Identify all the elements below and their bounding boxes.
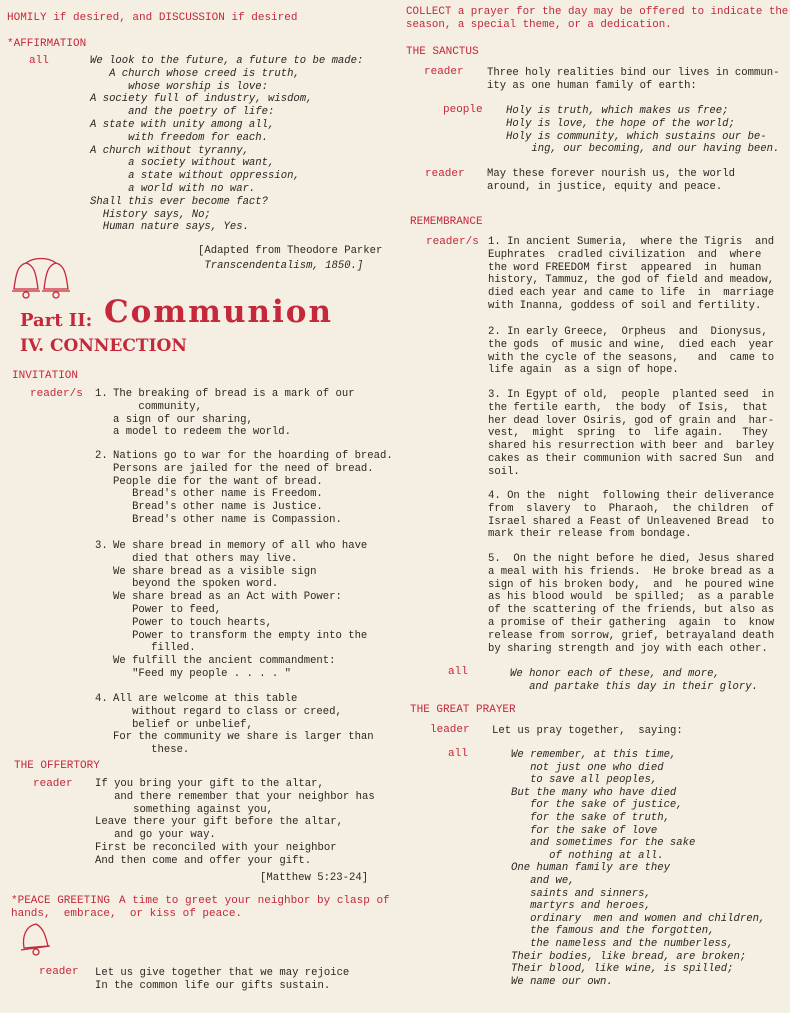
text-line: Holy is community, which sustains our be- xyxy=(506,130,767,143)
great-prayer-all-role: all xyxy=(448,748,468,760)
text-line: The breaking of bread is a mark of our xyxy=(113,388,355,400)
remembrance-paragraph xyxy=(488,389,775,479)
text-line: of nothing at all. xyxy=(511,849,664,862)
text-line: ity as one human family of earth: xyxy=(487,79,697,92)
text-line: Bread's other name is Freedom. xyxy=(113,488,323,501)
text-line: release from sorrow, grief, betrayaland death xyxy=(488,629,775,642)
text-line: a state without oppression, xyxy=(90,170,300,183)
text-line: One human family are they xyxy=(511,862,670,875)
text-line: Nations go to war for the hoarding of bread. xyxy=(113,450,393,462)
text-line: Shall this ever become fact? xyxy=(90,195,269,208)
text-line: We share bread as a visible sign xyxy=(113,565,317,578)
peace-text-first: A time to greet your neighbor by clasp of xyxy=(119,895,390,907)
sanctus-people-text xyxy=(506,105,779,156)
text-line: If you bring your gift to the altar, xyxy=(95,778,324,790)
text-line: with Inanna, goddess of soil and fertility. xyxy=(488,299,762,312)
text-line: Persons are jailed for the need of bread. xyxy=(113,462,374,475)
text-line: and sometimes for the sake xyxy=(511,837,696,850)
part-title: Communion xyxy=(104,294,334,330)
text-line: a society without want, xyxy=(90,157,275,170)
great-prayer-leader-text: Let us pray together, saying: xyxy=(492,725,683,737)
text-line: All are welcome at this table xyxy=(113,693,298,705)
text-line: Their blood, like wine, is spilled; xyxy=(511,963,734,976)
remembrance-paragraph xyxy=(488,490,775,541)
invitation-item-text xyxy=(113,450,393,527)
remembrance-paragraph xyxy=(488,553,775,655)
text-line: and go your way. xyxy=(95,829,216,842)
invitation-item-text xyxy=(113,540,367,681)
text-line: of the scattering of the friends, but also as xyxy=(488,604,775,617)
text-line: the fertile earth, the body of Isis, that xyxy=(488,401,768,414)
text-line: for the sake of love xyxy=(511,824,658,837)
text-line: a sign of our sharing, xyxy=(113,413,253,426)
offertory-text xyxy=(95,778,375,868)
text-line: Bread's other name is Compassion. xyxy=(113,513,342,526)
text-line: the gods of music and wine, died each year xyxy=(488,338,775,351)
affirmation-role: all xyxy=(29,55,49,67)
bells-icon xyxy=(4,255,84,301)
text-line: Leave there your gift before the altar, xyxy=(95,816,343,829)
invitation-role: reader/s xyxy=(30,388,83,400)
text-line: 3. In Egypt of old, people planted seed in xyxy=(488,389,775,401)
peace-text xyxy=(95,967,349,993)
text-line: Bread's other name is Justice. xyxy=(113,501,323,514)
text-line: history, Tammuz, the god of field and meadow, xyxy=(488,274,775,287)
text-line: vest, might spring to life again. They xyxy=(488,427,768,440)
invitation-item-number: 4. xyxy=(95,693,108,705)
great-prayer-heading: THE GREAT PRAYER xyxy=(410,704,516,716)
text-line: People die for the want of bread. xyxy=(113,475,323,488)
text-line: a world with no war. xyxy=(90,182,256,195)
text-line: ordinary men and women and children, xyxy=(511,912,766,925)
text-line: a promise of their gathering again to know xyxy=(488,616,775,629)
text-line: sign of his broken body, and he poured wine xyxy=(488,578,775,591)
text-line: ing, our becoming, and our having been. xyxy=(506,143,780,156)
homily-heading: HOMILY if desired, and DISCUSSION if desired xyxy=(7,12,298,24)
invitation-item-number: 3. xyxy=(95,540,108,552)
text-line: died each year and came to life in marriage xyxy=(488,287,775,300)
text-line: her dead lover Osiris, god of grain and har- xyxy=(488,414,775,427)
invitation-heading: INVITATION xyxy=(12,370,79,382)
text-line: COLLECT a prayer for the day may be offered to indicate the xyxy=(406,6,789,18)
remembrance-paragraph xyxy=(488,236,775,313)
text-line: Their bodies, like bread, are broken; xyxy=(511,950,747,963)
great-prayer-all-text xyxy=(511,749,765,988)
text-line: But the many who have died xyxy=(511,786,677,799)
text-line: Power to feed, xyxy=(113,603,222,616)
text-line: to save all peoples, xyxy=(511,774,658,787)
text-line: by sharing strength and joy with each other. xyxy=(488,642,768,655)
text-line: a meal with his friends. He broke bread as a xyxy=(488,565,775,578)
text-line: community, xyxy=(113,400,203,413)
collect-text xyxy=(406,6,788,32)
sanctus-reader2-role: reader xyxy=(425,168,465,180)
text-line: In the common life our gifts sustain. xyxy=(95,979,331,992)
text-line: History says, No; xyxy=(90,208,211,221)
text-line: Human nature says, Yes. xyxy=(90,221,249,234)
text-line: mark their release from bondage. xyxy=(488,528,692,541)
text-line: for the sake of truth, xyxy=(511,811,670,824)
text-line: We look to the future, a future to be made: xyxy=(90,55,364,67)
peace-heading: *PEACE GREETING xyxy=(11,895,111,907)
great-prayer-leader-role: leader xyxy=(430,724,470,736)
text-line: For the community we share is larger than xyxy=(113,731,374,744)
text-line: Three holy realities bind our lives in commun- xyxy=(487,67,780,79)
text-line: A church whose creed is truth, xyxy=(90,67,300,80)
remembrance-heading: REMEMBRANCE xyxy=(410,216,483,228)
part-label: Part II: xyxy=(20,310,93,331)
sanctus-reader-role: reader xyxy=(424,66,464,78)
text-line: life again as a sign of hope. xyxy=(488,364,679,377)
text-line: 1. In ancient Sumeria, where the Tigris and xyxy=(488,236,775,248)
bell-icon xyxy=(14,920,56,960)
offertory-citation: [Matthew 5:23-24] xyxy=(260,872,369,884)
text-line: soil. xyxy=(488,465,520,478)
text-line: the word FREEDOM first appeared in human xyxy=(488,261,762,274)
affirmation-heading: *AFFIRMATION xyxy=(7,38,87,50)
text-line: A society full of industry, wisdom, xyxy=(90,93,313,106)
affirmation-text xyxy=(90,55,363,234)
text-line: with freedom for each. xyxy=(90,131,269,144)
text-line: these. xyxy=(113,744,190,757)
invitation-item-number: 1. xyxy=(95,388,108,400)
text-line: and the poetry of life: xyxy=(90,106,275,119)
citation-line: Transcendentalism, 1850.] xyxy=(198,260,364,272)
text-line: not just one who died xyxy=(511,761,664,774)
text-line: 4. On the night following their deliverance xyxy=(488,490,775,502)
offertory-heading: THE OFFERTORY xyxy=(14,760,100,772)
text-line: and partake this day in their glory. xyxy=(510,680,758,693)
remembrance-all-text xyxy=(510,668,758,694)
text-line: We share bread as an Act with Power: xyxy=(113,591,342,604)
text-line: around, in justice, equity and peace. xyxy=(487,180,723,193)
invitation-item-text xyxy=(113,693,374,757)
sanctus-reader2-text xyxy=(487,168,735,194)
text-line: A church without tyranny, xyxy=(90,144,249,157)
text-line: We name our own. xyxy=(511,975,613,988)
text-line: and we, xyxy=(511,874,575,887)
text-line: We fulfill the ancient commandment: xyxy=(113,655,336,668)
offertory-role: reader xyxy=(33,778,73,790)
invitation-item-number: 2. xyxy=(95,450,108,462)
text-line: belief or unbelief, xyxy=(113,718,253,731)
text-line: "Feed my people . . . . " xyxy=(113,667,292,680)
peace-text-second: hands, embrace, or kiss of peace. xyxy=(11,908,243,920)
text-line: the famous and the forgotten, xyxy=(511,925,715,938)
text-line: We share bread in memory of all who have xyxy=(113,540,368,552)
text-line: with the cycle of the seasons, and came to xyxy=(488,351,775,364)
remembrance-all-role: all xyxy=(448,666,468,678)
section-title: IV. CONNECTION xyxy=(20,336,187,356)
text-line: 2. In early Greece, Orpheus and Dionysus, xyxy=(488,326,768,338)
text-line: martyrs and heroes, xyxy=(511,900,651,913)
text-line: May these forever nourish us, the world xyxy=(487,168,735,180)
text-line: Holy is truth, which makes us free; xyxy=(506,105,729,117)
text-line: from slavery to Pharaoh, the children of xyxy=(488,502,775,515)
sanctus-people-role: people xyxy=(443,104,483,116)
remembrance-role: reader/s xyxy=(426,236,479,248)
text-line: a model to redeem the world. xyxy=(113,426,292,439)
text-line: without regard to class or creed, xyxy=(113,705,342,718)
text-line: something against you, xyxy=(95,803,274,816)
text-line: season, a special theme, or a dedication. xyxy=(406,19,672,31)
text-line: Power to transform the empty into the xyxy=(113,629,368,642)
text-line: cakes as their communion with sacred Sun and xyxy=(488,452,775,465)
text-line: died that others may live. xyxy=(113,552,298,565)
text-line: 5. On the night before he died, Jesus shared xyxy=(488,553,775,565)
text-line: filled. xyxy=(113,642,196,655)
text-line: Israel shared a Feast of Unleavened Bread to xyxy=(488,515,775,528)
sanctus-heading: THE SANCTUS xyxy=(406,46,479,58)
text-line: as his blood would be spilled; as a parable xyxy=(488,591,775,604)
text-line: beyond the spoken word. xyxy=(113,578,279,591)
citation-line: [Adapted from Theodore Parker xyxy=(198,245,383,257)
text-line: Holy is love, the hope of the world; xyxy=(506,117,735,130)
text-line: for the sake of justice, xyxy=(511,799,683,812)
affirmation-citation xyxy=(198,244,382,274)
text-line: Power to touch hearts, xyxy=(113,616,272,629)
peace-role: reader xyxy=(39,966,79,978)
text-line: whose worship is love: xyxy=(90,80,269,93)
text-line: and there remember that your neighbor has xyxy=(95,790,375,803)
text-line: Let us give together that we may rejoice xyxy=(95,967,350,979)
text-line: We honor each of these, and more, xyxy=(510,668,720,680)
text-line: And then come and offer your gift. xyxy=(95,854,312,867)
text-line: shared his resurrection with beer and barley xyxy=(488,440,775,453)
text-line: the nameless and the numberless, xyxy=(511,937,734,950)
text-line: saints and sinners, xyxy=(511,887,651,900)
invitation-item-text xyxy=(113,388,355,439)
sanctus-reader-text xyxy=(487,67,779,93)
text-line: First be reconciled with your neighbor xyxy=(95,841,337,854)
text-line: A state with unity among all, xyxy=(90,118,275,131)
remembrance-paragraph xyxy=(488,326,775,377)
text-line: We remember, at this time, xyxy=(511,749,677,761)
text-line: Euphrates cradled civilization and where xyxy=(488,248,762,261)
